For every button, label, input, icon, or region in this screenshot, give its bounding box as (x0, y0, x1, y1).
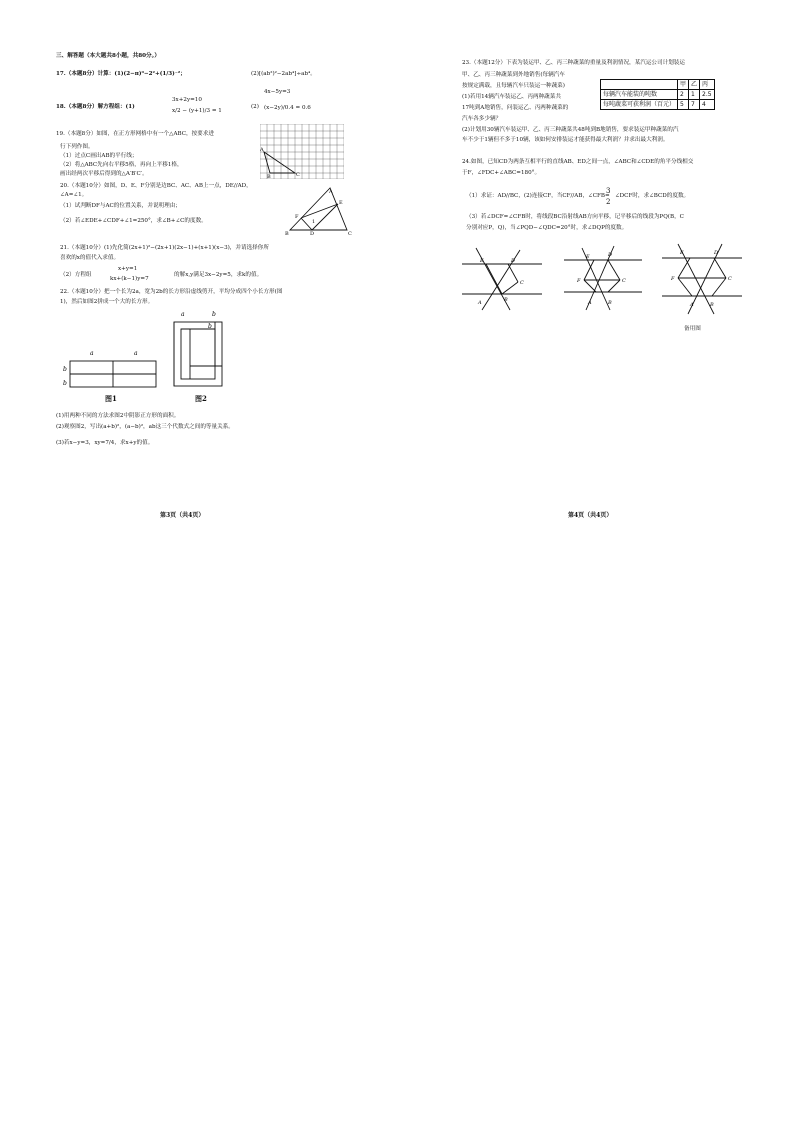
table-header-cell: 甲 (678, 80, 689, 90)
label-b: B (285, 231, 289, 236)
label-f: F (295, 214, 299, 220)
section-title: 三、解答题（本大题共8小题，共80分。） (56, 53, 160, 59)
triangle-abc (264, 152, 295, 173)
q21-line3b: 的解x,y满足3x−2y=5，求k的值。 (174, 272, 263, 278)
q23-line8: 车不少于1辆但不多于10辆，该如何安排装运才能获得最大利润？并求出最大利润。 (462, 137, 669, 143)
q24-spare-figure (662, 242, 742, 316)
table-row (601, 90, 715, 100)
q22-line1: 22.（本题10分）把一个长为2a，宽为2b的长方形沿虚线剪开，平均分成四个小长方形(图 (60, 289, 283, 295)
label-a: a (181, 311, 185, 318)
label-f: F (671, 276, 675, 282)
spare-figure-caption: 备用图 (684, 326, 701, 332)
label-b: b (208, 323, 212, 330)
q24-figure-1 (462, 244, 542, 312)
q23-line5: 17吨到A地销售，问装运乙、丙两种蔬菜的 (462, 105, 569, 111)
q24-line4: （3）若∠DCF=∠CFB时，将线段BC沿射线AB方向平移，记平移后的线段为PQ(B，C (466, 214, 684, 220)
footer-page-4: 第4页（共4页） (568, 512, 613, 519)
table-cell: 4 (700, 100, 715, 110)
table-cell: 1 (689, 90, 700, 100)
table-cell: 5 (678, 100, 689, 110)
q22-figure-1 (62, 344, 160, 394)
label-a: A (690, 302, 694, 308)
q17-text: 17.（本题8分）计算：(1)(2−π)⁰−2²+(1/3)⁻²； (56, 71, 186, 77)
label-e: E (680, 250, 684, 256)
q20-triangle-figure (282, 186, 354, 236)
label-a: A (260, 147, 264, 153)
label-a: A (329, 189, 333, 195)
q24-line3a: （1）求证：AD//BC，(2)连接CF，当CF//AB，∠CFB= (466, 193, 610, 199)
table-cell: 2.5 (700, 90, 715, 100)
label-d: D (714, 250, 719, 256)
label-b: B (608, 300, 612, 306)
q23-line7: (2)计划用30辆汽车装运甲、乙、丙三种蔬菜共48吨到B地销售，要求装运甲种蔬菜的汽 (462, 127, 679, 133)
label-a: A (478, 300, 482, 306)
q19-line3: （1）过点C画出AB的平行线； (60, 153, 138, 159)
q18-sys1-line1: 3x+2y=10 (172, 97, 202, 103)
q21-line2: 喜欢的x的值代入求值。 (60, 255, 120, 261)
q22-figure-2 (170, 308, 226, 390)
q24-line2: 于F，∠FDC+∠ABC=180°。 (462, 170, 541, 176)
label-e: E (586, 254, 590, 260)
fraction-denominator: 2 (606, 198, 611, 206)
q23-line3: 按规定满载，且每辆汽车只装运一种蔬菜) (462, 83, 565, 89)
q22-line2: 1)，然后如图2拼成一个大的长方形。 (60, 299, 154, 305)
q23-line2: 甲、乙、丙三种蔬菜到外地销售(每辆汽车 (462, 72, 565, 78)
q20-line1: 20.（本题10分）如图，D、E、F分别是边BC、AC、AB上一点，DE//AD， (60, 183, 252, 189)
footer-page-3: 第3页（共4页） (160, 512, 205, 519)
label-b: B (504, 297, 508, 303)
label-b: b (63, 380, 67, 387)
table-header-cell: 乙 (689, 80, 700, 90)
q19-line2: 行下列作图。 (60, 144, 94, 150)
q23-line6: 汽车各多少辆？ (462, 116, 502, 122)
q22-line3: (1)用两种不同的方法求图2中阴影正方形的面积。 (56, 413, 180, 419)
table-row (601, 100, 715, 110)
label-c: C (622, 278, 626, 284)
q19-line1: 19.（本题8分）如图，在正方形网格中有一个△ABC，按要求进 (56, 131, 214, 137)
label-c: C (728, 276, 732, 282)
table-cell: 每辆汽车能装的吨数 (601, 90, 678, 100)
label-c: C (348, 231, 352, 236)
label-d: D (608, 252, 613, 258)
q17-part2: (2)[(ab²)²−2ab⁴]÷ab⁴。 (251, 71, 316, 77)
fig1-caption: 图1 (105, 394, 117, 403)
label-e: E (480, 258, 484, 264)
fraction-numerator: 3 (606, 187, 611, 195)
q24-line1: 24.如图，已知CD为两条互相平行的直线AB、ED之间一点，∠ABC和∠CDE的角平分线相交 (462, 159, 694, 165)
q24-line3b: ∠DCF时，求∠BCD的度数。 (615, 193, 690, 199)
q23-line1: 23.（本题12分）下表为装运甲、乙、丙三种蔬菜的重量及利润情况，某汽运公司计划装运 (462, 60, 685, 66)
label-b: B (267, 174, 271, 179)
q21-sys-line2: kx+(k−1)y=7 (110, 276, 149, 282)
q21-line1: 21.（本题10分）(1)先化简(2x+1)²−(2x+1)(2x−1)+(x+1)(x−3)，并请选择你所 (60, 245, 269, 251)
label-a: a (134, 350, 138, 357)
q18-part2: (2) (251, 104, 259, 110)
table-header-cell: 丙 (700, 80, 715, 90)
table-cell: 7 (689, 100, 700, 110)
table-cell: 每吨蔬菜可获利润（百元） (601, 100, 678, 110)
label-c: C (296, 172, 300, 178)
q20-line4: （2）若∠EDE+∠CDF+∠1=250°，求∠B+∠C的度数。 (60, 218, 207, 224)
q20-line2: ∠A=∠1。 (60, 192, 88, 198)
table-header-row (601, 80, 715, 90)
q19-grid-figure (260, 124, 344, 179)
label-e: E (339, 200, 343, 206)
table-header-cell (601, 80, 678, 90)
q18-sys2-line1: 4x−5y=3 (264, 89, 291, 95)
q18-text: 18.（本题8分）解方程组：(1) (56, 104, 135, 110)
label-b: b (63, 366, 67, 373)
label-a: a (90, 350, 94, 357)
fig2-caption: 图2 (195, 394, 207, 403)
label-c: C (520, 280, 524, 286)
q19-line4: （2）将△ABC先向右平移5格，再向上平移1格， (60, 162, 183, 168)
label-d: D (511, 258, 516, 264)
q20-line3: （1）试判断DF与AC的位置关系，并说明理由； (60, 203, 181, 209)
label-b: B (710, 302, 714, 308)
q21-line3a: （2）方程组 (60, 272, 92, 278)
q18-sys1-line2: x/2 − (y+1)/3 = 1 (172, 108, 222, 114)
table-cell: 2 (678, 90, 689, 100)
label-d: D (310, 231, 315, 236)
q22-line4: (2)观察图2，写出(a+b)²，(a−b)²，ab这三个代数式之间的等量关系。 (56, 424, 234, 430)
label-a: A (588, 300, 592, 306)
label-b: b (212, 311, 216, 318)
q21-sys-line1: x+y=1 (118, 266, 138, 272)
q24-line5: 分别对应P，Q)，当∠PQD−∠QDC=20°时，求∠DQP的度数。 (466, 225, 628, 231)
q18-sys2-line2: (x−2y)/0.4 = 0.6 (264, 105, 311, 111)
q22-line5: (3)若x−y=3，xy=7/4，求x+y的值。 (56, 440, 154, 446)
label-f: F (577, 278, 581, 284)
q24-figure-2 (564, 244, 642, 312)
q23-line4: (1)若用14辆汽车装运乙、丙两种蔬菜共 (462, 94, 561, 100)
label-1: 1 (312, 219, 316, 225)
q19-line5: 画出经两次平移后得到的△A′B′C′。 (60, 171, 148, 177)
q23-vegetable-table (600, 79, 715, 110)
